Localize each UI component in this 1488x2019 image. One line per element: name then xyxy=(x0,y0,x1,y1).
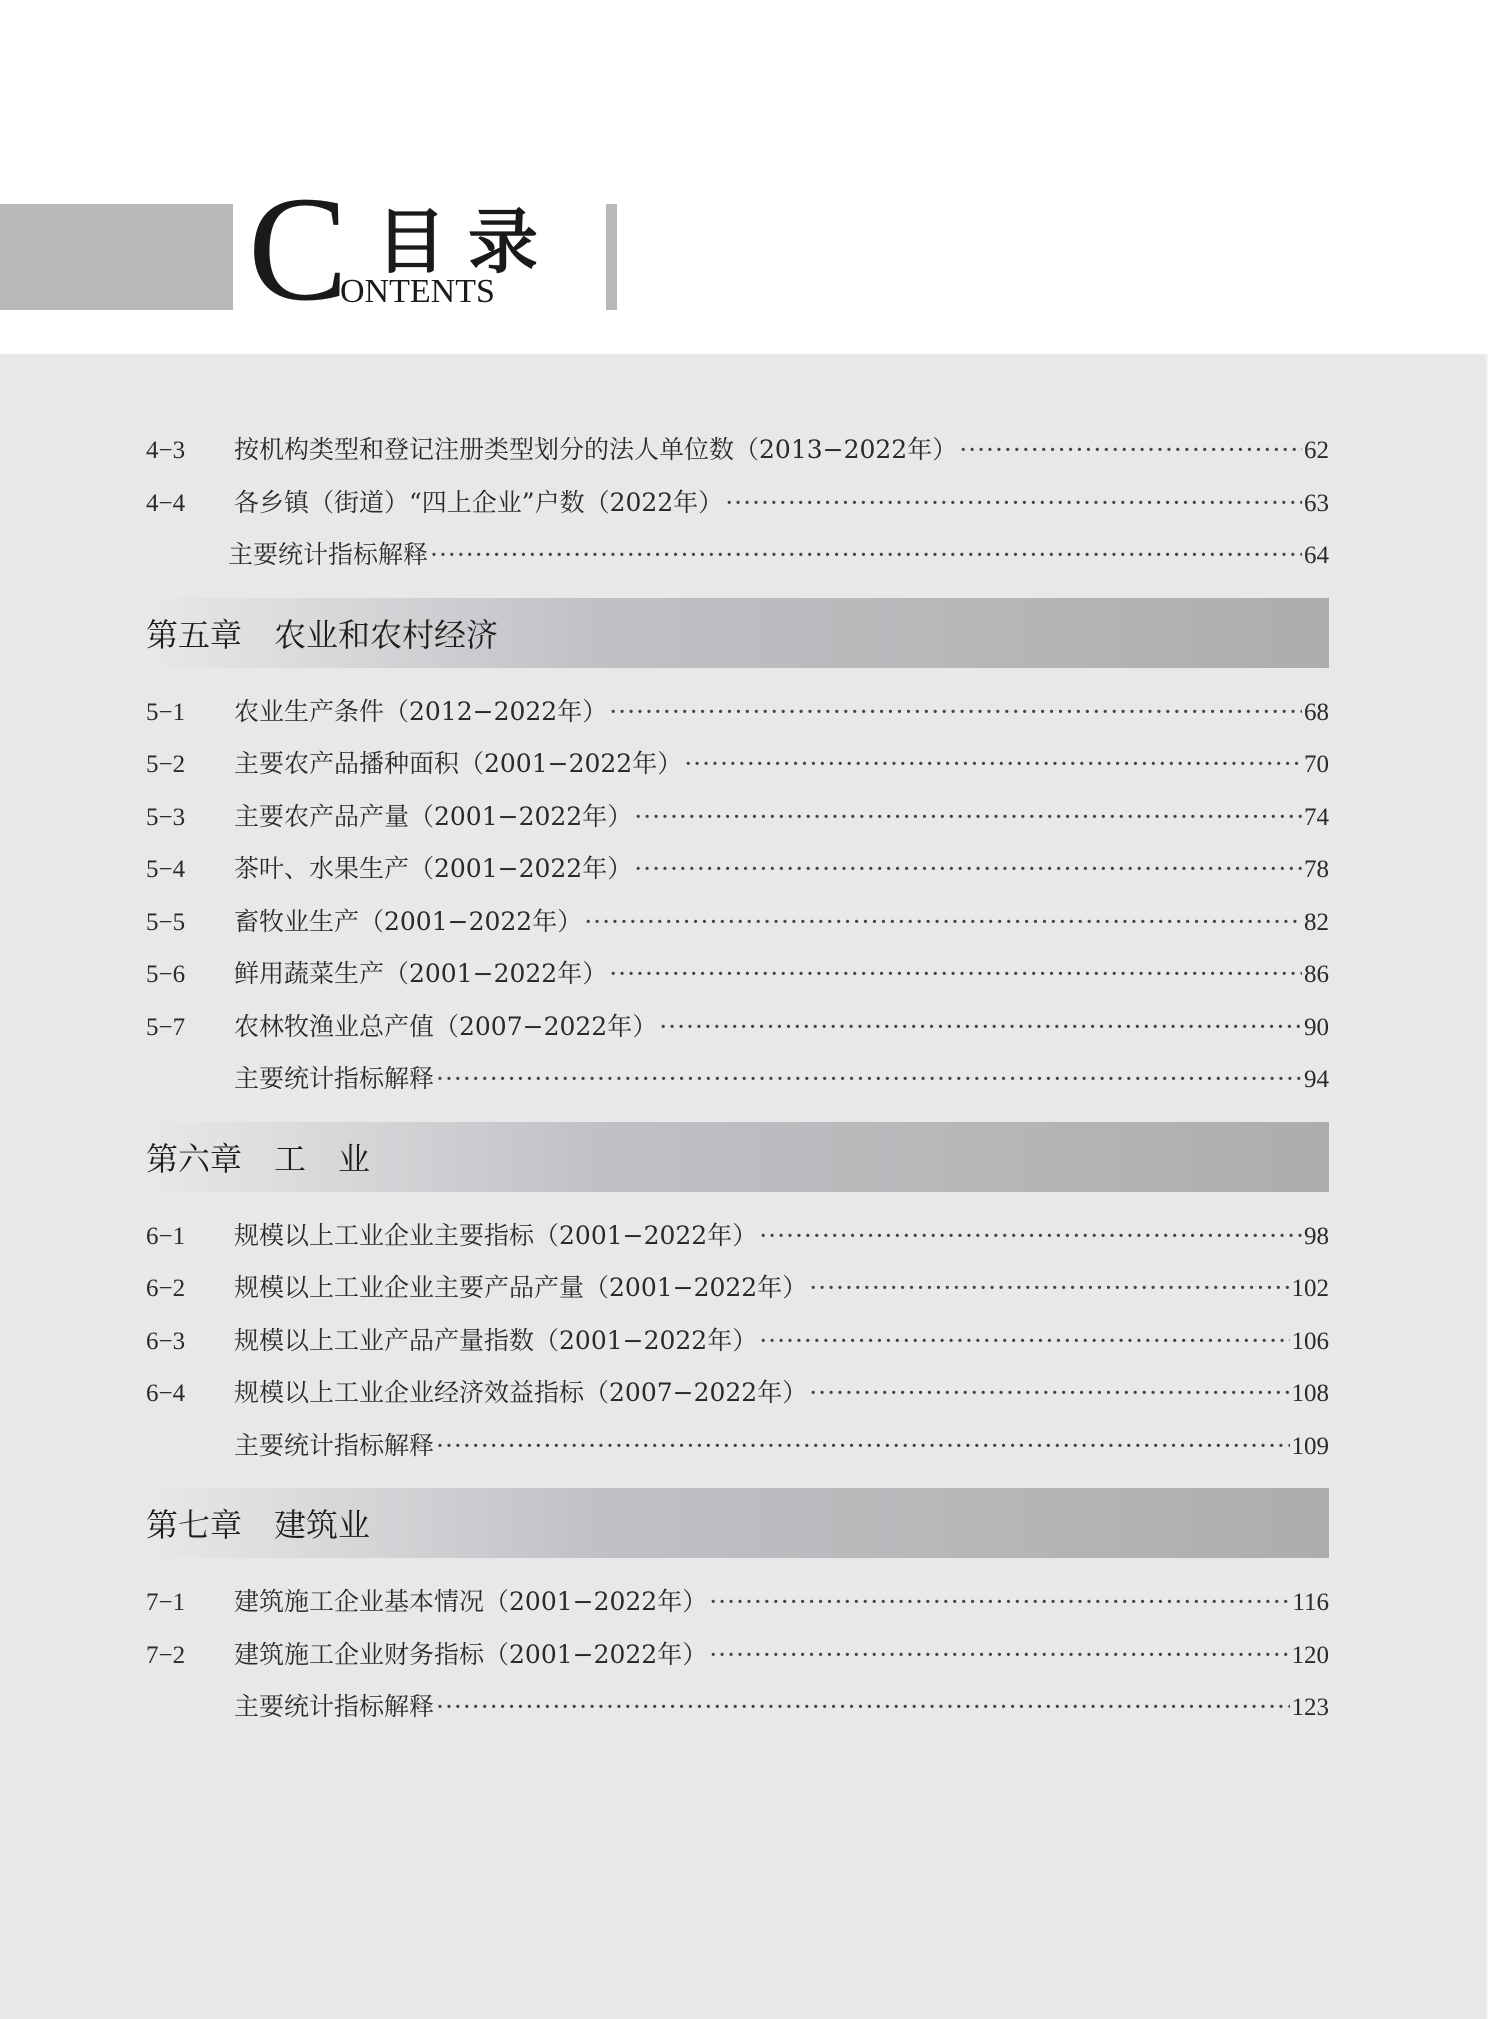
entry-title: 茶叶、水果生产（2001−2022年） xyxy=(234,854,633,883)
entry-title: 建筑施工企业基本情况（2001−2022年） xyxy=(234,1587,708,1616)
entry-page: 64 xyxy=(1304,542,1329,569)
dot-leader xyxy=(436,1053,1302,1106)
entry-page: 123 xyxy=(1291,1694,1329,1721)
table-of-contents xyxy=(146,424,1329,1734)
entry-page: 78 xyxy=(1304,856,1329,883)
dot-leader xyxy=(759,1315,1289,1368)
toc-entry[interactable] xyxy=(146,529,1329,582)
entry-number: 6−4 xyxy=(146,1380,186,1407)
entry-title: 规模以上工业企业主要指标（2001−2022年） xyxy=(234,1220,758,1250)
chapter-heading[interactable] xyxy=(146,1488,1329,1558)
entry-page: 102 xyxy=(1291,1275,1329,1302)
entry-title: 主要统计指标解释 xyxy=(234,1064,435,1093)
entry-number: 4−3 xyxy=(146,437,186,464)
entry-number: 5−1 xyxy=(146,698,186,726)
dot-leader xyxy=(436,1420,1289,1473)
entry-number: 7−2 xyxy=(146,1641,186,1669)
entry-title: 鲜用蔬菜生产（2001−2022年） xyxy=(234,959,608,988)
entry-page: 86 xyxy=(1304,961,1329,988)
dot-leader xyxy=(659,1001,1302,1054)
toc-entry[interactable] xyxy=(146,843,1329,896)
dot-leader xyxy=(809,1262,1289,1315)
entry-title: 畜牧业生产（2001−2022年） xyxy=(234,906,583,936)
dot-leader xyxy=(684,738,1302,791)
toc-entry[interactable] xyxy=(146,1576,1329,1629)
entry-number: 7−1 xyxy=(146,1589,186,1616)
dot-leader xyxy=(709,1629,1289,1682)
toc-entry[interactable] xyxy=(146,948,1329,1001)
entry-page: 116 xyxy=(1292,1589,1329,1616)
dot-leader xyxy=(584,896,1302,949)
entry-page: 90 xyxy=(1304,1013,1329,1041)
chapter-label: 第五章 农业和农村经济 xyxy=(146,615,499,654)
entry-page: 63 xyxy=(1304,489,1329,517)
toc-entry[interactable] xyxy=(146,1210,1329,1263)
dot-leader xyxy=(959,424,1302,477)
entry-number: 5−5 xyxy=(146,908,186,936)
entry-page: 74 xyxy=(1304,803,1329,831)
dot-leader xyxy=(436,1681,1289,1734)
chapter-heading[interactable] xyxy=(146,1122,1329,1192)
entry-title: 规模以上工业企业经济效益指标（2007−2022年） xyxy=(234,1378,808,1407)
entry-title: 按机构类型和登记注册类型划分的法人单位数（2013−2022年） xyxy=(234,435,958,464)
chapter-heading[interactable] xyxy=(146,598,1329,668)
entry-page: 120 xyxy=(1291,1641,1329,1669)
entry-number: 6−2 xyxy=(146,1275,186,1302)
header-band xyxy=(0,204,233,310)
entry-page: 94 xyxy=(1304,1066,1329,1093)
dot-leader xyxy=(759,1210,1302,1263)
entry-number: 5−6 xyxy=(146,961,186,988)
entry-page: 109 xyxy=(1291,1432,1329,1460)
page-title: 目录 xyxy=(376,201,560,283)
toc-entry[interactable] xyxy=(146,424,1329,477)
entry-number: 6−1 xyxy=(146,1222,186,1250)
entry-title: 各乡镇（街道）“四上企业”户数（2022年） xyxy=(234,487,724,517)
entry-title: 农林牧渔业总产值（2007−2022年） xyxy=(234,1011,658,1041)
toc-entry[interactable] xyxy=(146,477,1329,530)
dot-leader xyxy=(809,1367,1289,1420)
toc-entry[interactable] xyxy=(146,1420,1329,1473)
entry-page: 62 xyxy=(1304,437,1329,464)
toc-entry[interactable] xyxy=(146,1681,1329,1734)
dot-leader xyxy=(634,843,1302,896)
entry-page: 70 xyxy=(1304,751,1329,778)
entry-page: 106 xyxy=(1291,1327,1329,1355)
toc-entry[interactable] xyxy=(146,1629,1329,1682)
entry-page: 108 xyxy=(1291,1380,1329,1407)
dot-leader xyxy=(634,791,1302,844)
entry-title: 建筑施工企业财务指标（2001−2022年） xyxy=(234,1639,708,1669)
toc-entry[interactable] xyxy=(146,1053,1329,1106)
toc-entry[interactable] xyxy=(146,1315,1329,1368)
page-title-en: ONTENTS xyxy=(340,273,495,310)
entry-title: 规模以上工业企业主要产品产量（2001−2022年） xyxy=(234,1273,808,1302)
toc-entry[interactable] xyxy=(146,791,1329,844)
entry-title: 主要农产品产量（2001−2022年） xyxy=(234,801,633,831)
dot-leader xyxy=(709,1576,1290,1629)
entry-title: 主要统计指标解释 xyxy=(234,1430,435,1460)
toc-entry[interactable] xyxy=(146,1001,1329,1054)
toc-entry[interactable] xyxy=(146,738,1329,791)
entry-number: 5−3 xyxy=(146,803,186,831)
dot-leader xyxy=(609,686,1302,739)
entry-title: 规模以上工业产品产量指数（2001−2022年） xyxy=(234,1325,758,1355)
entry-title: 主要统计指标解释 xyxy=(234,1692,435,1721)
toc-entry[interactable] xyxy=(146,1262,1329,1315)
entry-title: 主要统计指标解释 xyxy=(228,540,429,569)
toc-entry[interactable] xyxy=(146,686,1329,739)
dot-leader xyxy=(609,948,1302,1001)
dot-leader xyxy=(430,529,1302,582)
entry-title: 主要农产品播种面积（2001−2022年） xyxy=(234,749,683,778)
entry-title: 农业生产条件（2012−2022年） xyxy=(234,696,608,726)
chapter-label: 第七章 建筑业 xyxy=(146,1506,371,1544)
entry-page: 82 xyxy=(1304,908,1329,936)
contents-logo xyxy=(248,166,598,332)
entry-number: 4−4 xyxy=(146,489,186,517)
entry-number: 5−4 xyxy=(146,856,186,883)
entry-number: 5−2 xyxy=(146,751,186,778)
header-rule xyxy=(606,204,617,310)
entry-number: 5−7 xyxy=(146,1013,186,1041)
logo-letter: C xyxy=(248,166,349,332)
entry-number: 6−3 xyxy=(146,1327,186,1355)
toc-entry[interactable] xyxy=(146,1367,1329,1420)
toc-entry[interactable] xyxy=(146,896,1329,949)
dot-leader xyxy=(725,477,1302,530)
entry-page: 68 xyxy=(1304,698,1329,726)
entry-page: 98 xyxy=(1304,1222,1329,1250)
chapter-label: 第六章 工 业 xyxy=(146,1139,371,1178)
